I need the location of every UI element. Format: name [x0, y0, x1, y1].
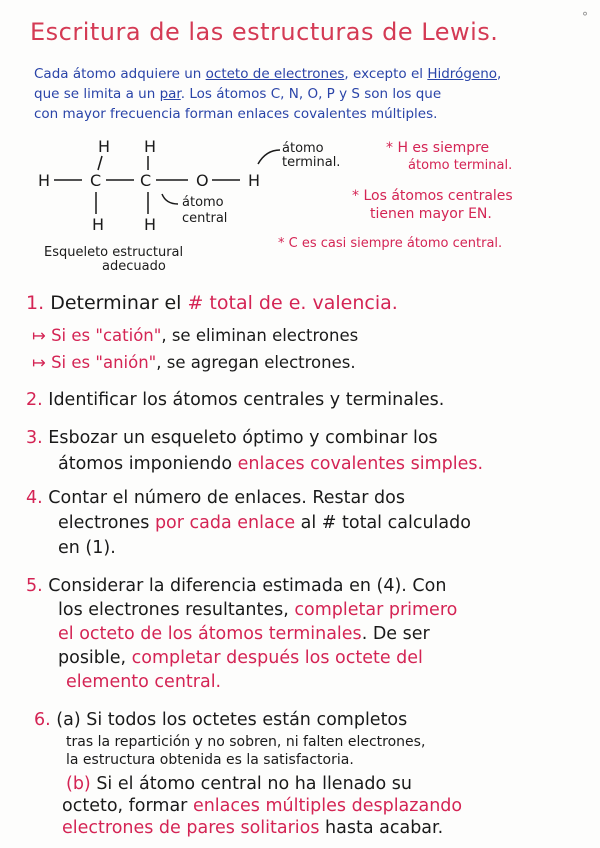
step-number: 2.	[26, 390, 43, 410]
step-4-line-3: en (1).	[58, 538, 116, 558]
intro-text: , excepto el	[344, 66, 428, 82]
step-text: Identificar los átomos centrales y terminales.	[48, 390, 445, 410]
step-6b-line-2	[62, 796, 462, 816]
atom-h-left: H	[38, 171, 51, 190]
atom-h-bottom-2: H	[144, 215, 157, 234]
note-h-terminal-1: * H es siempre	[386, 140, 490, 156]
step-3-line-2	[58, 454, 483, 474]
corner-mark: °	[582, 10, 588, 24]
label-central-1: átomo	[182, 195, 224, 210]
atom-h-top-2: H	[144, 137, 157, 156]
atom-h-top-1: H	[98, 137, 111, 156]
step-highlight: completar después los octete del	[131, 648, 423, 668]
note-central-en-2: tienen mayor EN.	[370, 206, 492, 222]
step-text: Determinar el	[50, 292, 188, 314]
arrow-terminal	[258, 150, 280, 164]
step-highlight: Si es	[51, 353, 96, 372]
arrow-icon: ↦	[32, 353, 46, 372]
skeleton-diagram	[30, 134, 410, 274]
atom-h-right: H	[248, 171, 261, 190]
step-text: Si el átomo central no ha llenado su	[90, 774, 412, 794]
step-text: . De ser	[361, 624, 430, 644]
step-highlight: electrones de pares solitarios	[62, 818, 320, 838]
label-terminal-1: átomo	[282, 141, 324, 156]
step-1-sub-cation	[32, 326, 358, 345]
step-highlight: "catión"	[95, 326, 162, 345]
intro-text: que se limita a un	[34, 86, 160, 102]
arrow-central	[162, 194, 178, 204]
step-text: Considerar la diferencia estimada en (4). Con	[48, 576, 447, 596]
step-text: hasta acabar.	[319, 818, 444, 838]
intro-line-2	[34, 86, 441, 102]
note-central-en-1: * Los átomos centrales	[352, 188, 513, 204]
step-text: los electrones resultantes,	[58, 600, 295, 620]
intro-underlined: par	[159, 86, 181, 102]
step-highlight: por cada enlace	[154, 513, 296, 533]
step-4-line-1	[26, 488, 405, 508]
intro-text: ,	[497, 66, 502, 82]
step-text: átomos imponiendo	[58, 454, 238, 474]
label-central-2: central	[182, 211, 228, 226]
step-text: Contar el número de enlaces. Restar dos	[48, 488, 405, 508]
diagram-caption-1: Esqueleto estructural	[44, 245, 184, 260]
step-highlight: # total de e. valencia.	[187, 292, 398, 314]
step-6a-line-1	[34, 710, 407, 730]
page-title: Escritura de las estructuras de Lewis.	[30, 18, 499, 46]
step-highlight: el octeto de los átomos terminales	[58, 624, 362, 644]
step-text: , se eliminan electrones	[161, 326, 359, 345]
step-number: 6.	[34, 710, 51, 730]
step-text: octeto, formar	[62, 796, 193, 816]
step-1-sub-anion	[32, 353, 356, 372]
step-text: posible,	[58, 648, 132, 668]
intro-line-1	[34, 66, 501, 82]
step-text: , se agregan electrones.	[156, 353, 356, 372]
atom-o: O	[196, 171, 209, 190]
step-5-line-2	[58, 600, 457, 620]
bond-c1-h-top	[98, 156, 102, 170]
step-5-line-5: elemento central.	[66, 672, 222, 692]
step-text: (a) Si todos los octetes están completos	[56, 710, 408, 730]
step-highlight: enlaces múltiples desplazando	[192, 796, 463, 816]
atom-c-2: C	[140, 171, 152, 190]
step-2	[26, 390, 444, 410]
step-number: 5.	[26, 576, 43, 596]
step-text: electrones	[58, 513, 155, 533]
step-number: 1.	[26, 292, 45, 314]
step-number: 4.	[26, 488, 43, 508]
intro-underlined: octeto de electrones	[205, 66, 345, 82]
step-1	[26, 292, 398, 314]
note-c-central: * C es casi siempre átomo central.	[278, 236, 503, 251]
diagram-caption-2: adecuado	[102, 259, 166, 274]
atom-c-1: C	[90, 171, 102, 190]
step-5-line-1	[26, 576, 446, 596]
arrow-icon: ↦	[32, 326, 46, 345]
step-4-line-2	[58, 513, 471, 533]
intro-text: Cada átomo adquiere un	[34, 66, 206, 82]
label-terminal-2: terminal.	[282, 155, 341, 170]
step-6b-line-3	[62, 818, 443, 838]
step-5-line-4	[58, 648, 423, 668]
step-highlight: Si es	[51, 326, 96, 345]
step-highlight: enlaces covalentes simples.	[237, 454, 484, 474]
atom-h-bottom-1: H	[92, 215, 105, 234]
step-6a-line-3: la estructura obtenida es la satisfactoria.	[66, 752, 354, 768]
step-5-line-3	[58, 624, 430, 644]
step-3-line-1	[26, 428, 438, 448]
step-text: al # total calculado	[295, 513, 471, 533]
note-h-terminal-2: átomo terminal.	[408, 158, 513, 173]
step-text: Esbozar un esqueleto óptimo y combinar los	[48, 428, 438, 448]
intro-underlined: Hidrógeno	[427, 66, 498, 82]
step-number: 3.	[26, 428, 43, 448]
step-6a-line-2: tras la repartición y no sobren, ni falten electrones,	[66, 734, 426, 750]
step-highlight: (b)	[66, 774, 91, 794]
step-6b-line-1	[66, 774, 412, 794]
intro-text: . Los átomos C, N, O, P y S son los que	[180, 86, 442, 102]
step-highlight: "anión"	[95, 353, 157, 372]
intro-line-3: con mayor frecuencia forman enlaces covalentes múltiples.	[34, 106, 438, 122]
step-highlight: completar primero	[294, 600, 458, 620]
